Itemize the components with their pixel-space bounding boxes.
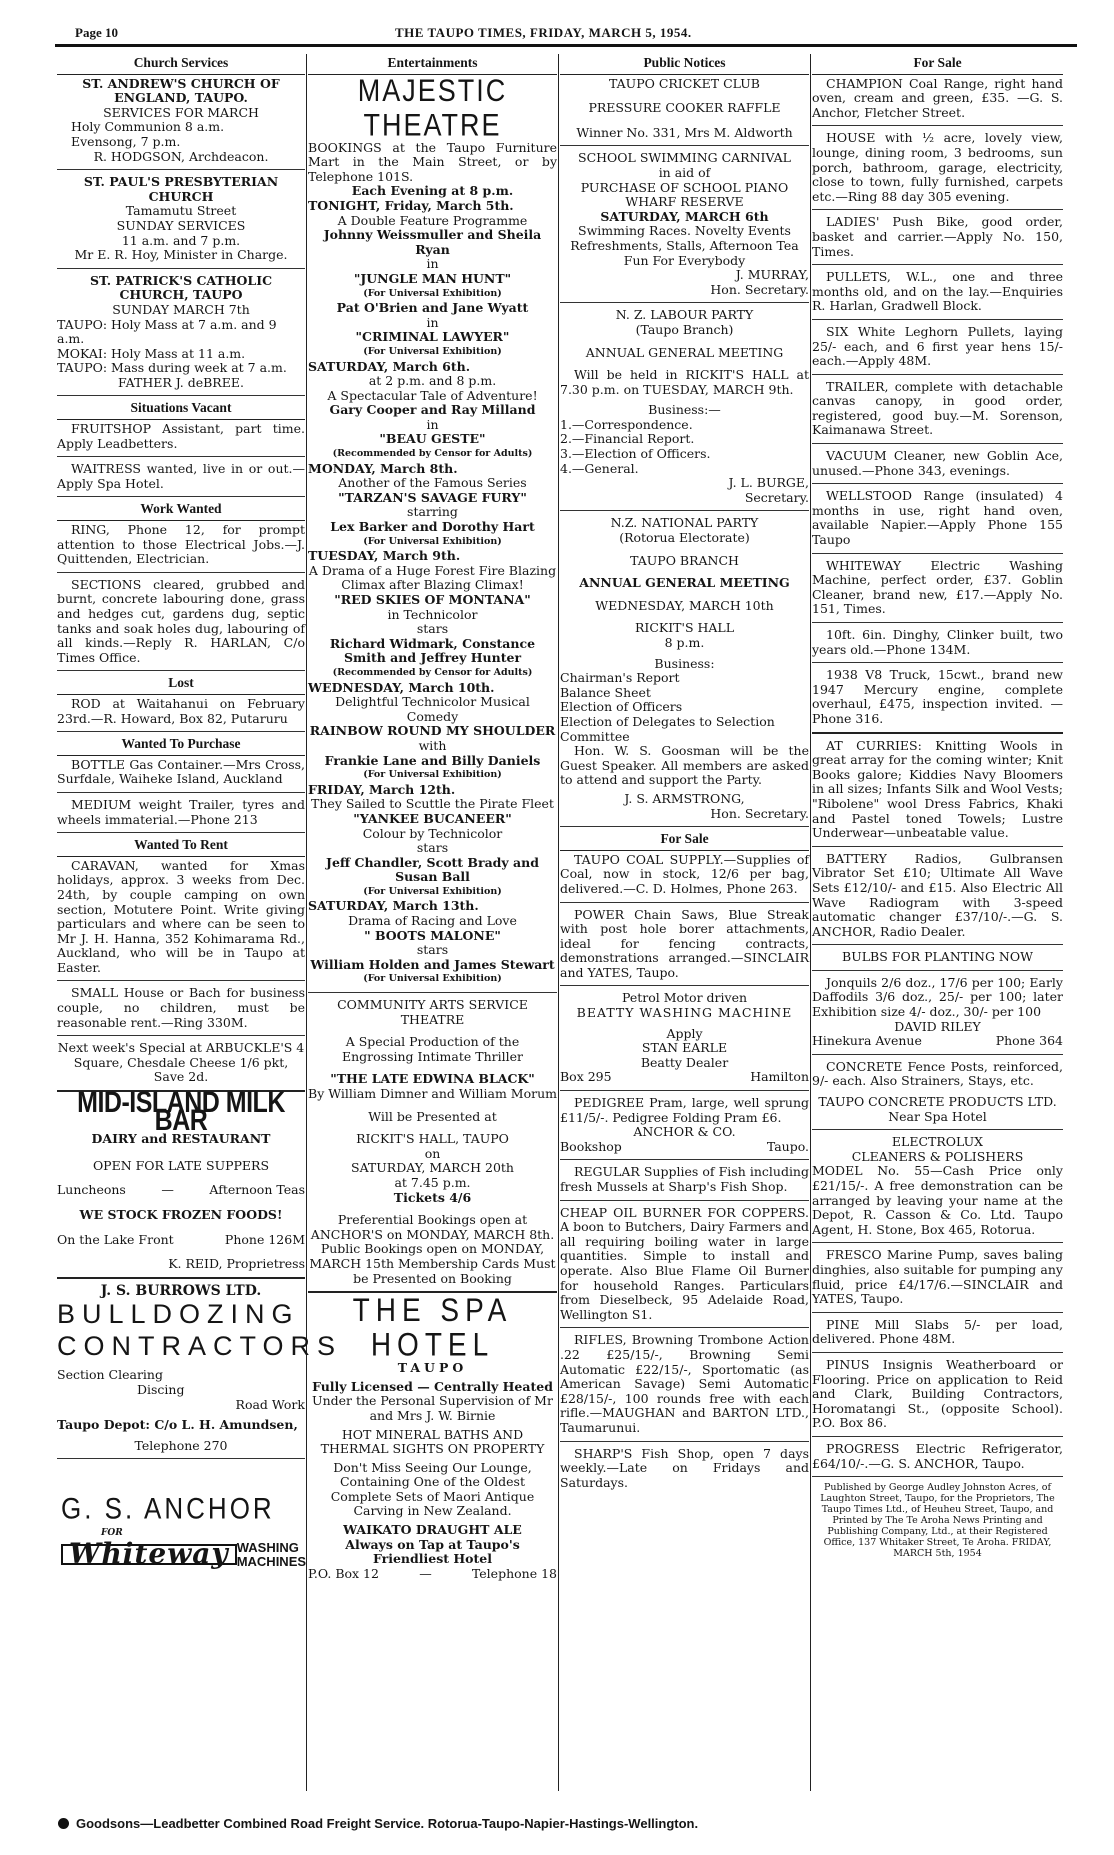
church-line: SUNDAY MARCH 7th [112, 301, 250, 317]
ent-line: A Double Feature Programme [337, 212, 528, 228]
church-line: Holy Communion 8 a.m. [71, 119, 225, 135]
page-number: Page 10 [75, 25, 118, 40]
notice-line: Will be held in RICKIT'S HALL at 7.30 p.m. on TUESDAY, MARCH 9th. [560, 367, 809, 397]
ent-line: BOOKINGS at the Taupo Furniture Mart in the Main Street, or by Telephone 101S. [308, 139, 557, 184]
community-line: By William Dimner and William Morum [308, 1086, 557, 1101]
rule [812, 209, 1063, 210]
rule [57, 792, 305, 793]
spa-text: Telephone 18 [471, 1565, 557, 1581]
footer-text: Goodsons—Leadbetter Combined Road Freight Service. Rotorua-Taupo-Napier-Hastings-Wellington. [76, 1816, 699, 1831]
notice-line: Hon. Secretary. [710, 281, 809, 297]
community-line: Preferential Bookings open at ANCHOR'S on MONDAY, MARCH 8th. Public Bookings open on MONDAY, MARCH 15th Membership Cards Must be Presented on Booking [309, 1212, 556, 1286]
ent-line: in [426, 314, 439, 330]
rule [560, 902, 809, 903]
ent-stars: William Holden and James Stewart [310, 956, 555, 972]
rule [560, 850, 809, 851]
classified-ad: POWER Chain Saws, Blue Streak with post hole borer attachments, ideal for fencing contracts, demonstrations arranged.—SINCLAIR and YATES, Taupo. [560, 906, 809, 980]
rule [560, 1090, 809, 1091]
ent-film: "TARZAN'S SAVAGE FURY" [338, 489, 527, 505]
ent-stars: Lex Barker and Dorothy Hart [330, 519, 535, 535]
notice-line: SATURDAY, MARCH 6th [600, 208, 769, 224]
classified-ad: TAUPO CONCRETE PRODUCTS LTD. [818, 1094, 1057, 1110]
rule [57, 731, 305, 732]
rule [57, 572, 305, 573]
notice-item: 3.—Election of Officers. [560, 446, 711, 462]
classified-ad: CONCRETE Fence Posts, reinforced, 9/- each. Also Strainers, Stays, etc. [812, 1058, 1063, 1089]
milk-bar-text: On the Lake Front [57, 1231, 174, 1247]
rule [812, 1129, 1063, 1130]
milk-bar-line: K. REID, Proprietress [168, 1256, 305, 1272]
milk-bar-title: MID-ISLAND MILK BAR [77, 1085, 285, 1137]
rule [57, 670, 305, 671]
section-header-for-sale: For Sale [913, 55, 962, 70]
notice-line: Hon. W. S. Goosman will be the Guest Speaker. All members are asked to attend and support the Party. [560, 743, 809, 788]
spa-line: Fully Licensed — Centrally Heated [312, 1378, 553, 1394]
community-line: A Special Production of the Engrossing Intimate Thriller [342, 1034, 523, 1064]
ent-line: Delightful Technicolor Musical Comedy [335, 694, 530, 724]
church-line: SERVICES FOR MARCH [103, 104, 259, 120]
milk-bar-row [57, 1233, 305, 1248]
church-line: R. HODGSON, Archdeacon. [93, 148, 269, 164]
section-header-wanted-purchase: Wanted To Purchase [121, 736, 241, 752]
whiteway-row [61, 1537, 307, 1571]
community-line: Will be Presented at [368, 1108, 497, 1124]
rule [57, 395, 305, 396]
notice-line: WHARF RESERVE [625, 194, 744, 210]
burrows-line: Discing [137, 1381, 185, 1397]
section-header-notices: Public Notices [643, 55, 726, 70]
notice-line: Fun For Everybody [623, 252, 746, 268]
church-line: Evensong, 7 p.m. [71, 133, 181, 149]
ent-line: at 2 p.m. and 8 p.m. [368, 373, 497, 389]
notice-item: 4.—General. [560, 460, 639, 476]
classified-ad: BATTERY Radios, Gulbransen Vibrator Set £10; Ultimate All Wave Sets £12/10/- and £15. Also Electric All Wave Radiogram with 3-speed automatic changer £37/10/-.—G. S. ANCHOR, Radio Dealer. [812, 850, 1063, 939]
milk-bar-row [57, 1183, 305, 1198]
beatty-line: STAN EARLE [641, 1040, 728, 1056]
spa-line: Don't Miss Seeing Our Lounge, Containing One of the Oldest Complete Sets of Maori Antique Carving in New Zealand. [330, 1459, 535, 1519]
newspaper-title: THE TAUPO TIMES, FRIDAY, MARCH 5, 1954. [395, 25, 692, 40]
anchor-name: G. S. ANCHOR [61, 1490, 275, 1526]
ent-film: "JUNGLE MAN HUNT" [353, 270, 512, 286]
church-title: ST. PAUL'S PRESBYTERIAN CHURCH [83, 174, 279, 204]
spa-line: WAIKATO DRAUGHT ALE [343, 1522, 522, 1538]
notice-line: RICKIT'S HALL [634, 620, 735, 636]
electrolux-title: ELECTROLUX [891, 1134, 984, 1150]
ent-cert: (For Universal Exhibition) [363, 535, 502, 547]
whiteway-caption-1: WASHING [236, 1539, 299, 1555]
notice-line: Swimming Races. Novelty Events Refreshments, Stalls, Afternoon Tea [570, 223, 799, 253]
ent-line: Another of the Famous Series [338, 475, 527, 491]
ent-cert: (For Universal Exhibition) [363, 973, 502, 985]
notice-line: J. L. BURGE, [728, 475, 809, 491]
classified-ad: PULLETS, W.L., one and three months old, and on the lay.—Enquiries R. Harlan, Gradwell Block. [812, 269, 1063, 314]
notice-title: N. Z. LABOUR PARTY [615, 307, 754, 323]
ent-line: stars [416, 840, 449, 856]
ent-line: Each Evening at 8 p.m. [351, 183, 514, 199]
column-4 [810, 54, 1065, 1789]
beatty-line: Apply [666, 1025, 703, 1041]
burrows-title: J. S. BURROWS LTD. [100, 1282, 262, 1299]
ent-film: " BOOTS MALONE" [364, 927, 501, 943]
rule [57, 169, 305, 170]
classified-ad: TAUPO COAL SUPPLY.—Supplies of Coal, now in stock, 12/6 per bag, delivered.—C. D. Holmes, Phone 263. [560, 851, 809, 896]
rule [812, 944, 1063, 945]
church-line: MOKAI: Holy Mass at 11 a.m. [57, 345, 246, 361]
classified-ad: SIX White Leghorn Pullets, laying 25/- each, and 6 first year hens 15/- each.—Apply 48M. [812, 323, 1063, 369]
ent-stars: Jeff Chandler, Scott Brady and Susan Ball [326, 854, 539, 885]
ent-cert: (For Universal Exhibition) [363, 345, 502, 357]
rule [57, 832, 305, 833]
classified-ad: TRAILER, complete with detachable canvas canopy, in good order, registered, good buy.—M. Sorenson, Kaimanawa Street. [812, 378, 1063, 438]
classified-ad: BOTTLE Gas Container.—Mrs Cross, Surfdale, Waiheke Island, Auckland [57, 756, 305, 787]
notice-line: J. MURRAY, [735, 267, 809, 283]
rule [812, 483, 1063, 484]
section-header-wanted-rent: Wanted To Rent [134, 837, 228, 853]
notice-item: Election of Officers [560, 699, 683, 715]
ent-date: MONDAY, March 8th. [308, 460, 458, 476]
rule [812, 264, 1063, 265]
section-header-situations: Situations Vacant [130, 400, 232, 416]
rule [57, 694, 305, 695]
community-line: Tickets 4/6 [393, 1189, 472, 1205]
classified-ad: WHITEWAY Electric Washing Machine, perfect order, £37. Goblin Cleaner, brand new, £17.—Apply No. 151, Times. [812, 557, 1063, 617]
ent-date: FRIDAY, March 12th. [308, 781, 456, 797]
notice-item: Balance Sheet [560, 684, 651, 700]
classified-ad: WAITRESS wanted, live in or out.—Apply Spa Hotel. [57, 461, 305, 491]
community-line: on [424, 1145, 441, 1161]
notice-item: 1.—Correspondence. [560, 416, 693, 432]
rule [560, 1159, 809, 1160]
church-title: ST. PATRICK'S CATHOLIC CHURCH, TAUPO [89, 272, 273, 303]
whiteway-caption-2: MACHINES [236, 1553, 307, 1569]
rule [812, 1242, 1063, 1243]
rule [812, 1476, 1063, 1477]
ent-stars: Pat O'Brien and Jane Wyatt [336, 300, 529, 316]
ent-film: "BEAU GESTE" [379, 431, 486, 447]
rule [812, 1352, 1063, 1353]
ent-line: A Spectacular Tale of Adventure! [327, 387, 538, 403]
milk-bar-text: — [161, 1182, 174, 1198]
whiteway-brand: Whiteway [61, 1544, 237, 1565]
arbuckle-ad: Next week's Special at ARBUCKLE'S 4 Square, Chesdale Cheese 1/6 pkt, Save 2d. [57, 1040, 305, 1085]
milk-bar-text: Phone 126M [224, 1231, 305, 1247]
rule [57, 268, 305, 269]
community-line: SATURDAY, MARCH 20th [351, 1160, 514, 1176]
rule [812, 732, 1063, 734]
classified-ad: Near Spa Hotel [888, 1108, 987, 1124]
ent-date: TUESDAY, March 9th. [308, 548, 461, 564]
church-line: FATHER J. deBREE. [118, 374, 244, 390]
majestic-title: MAJESTIC THEATRE [357, 73, 508, 143]
ent-line: with [418, 737, 447, 753]
church-line: TAUPO: Mass during week at 7 a.m. [57, 360, 287, 376]
rule [812, 846, 1063, 847]
rule [812, 662, 1063, 663]
classified-ad: PROGRESS Electric Refrigerator, £64/10/-.—G. S. ANCHOR, Taupo. [812, 1440, 1063, 1471]
rule [560, 145, 809, 146]
rule [57, 496, 305, 497]
rule [308, 992, 557, 993]
beatty-line: Petrol Motor driven [621, 990, 748, 1006]
burrows-line: Telephone 270 [134, 1437, 228, 1453]
ent-line: starring [407, 504, 458, 520]
notice-line: PURCHASE OF SCHOOL PIANO [580, 179, 789, 195]
ent-cert: (For Universal Exhibition) [363, 885, 502, 897]
beatty-line: Beatty Dealer [640, 1054, 729, 1070]
rule [812, 443, 1063, 444]
classified-ad: WELLSTOOD Range (insulated) 4 months in use, right hand oven, available Napier.—Apply Phone 155 Taupo [812, 488, 1063, 548]
rule [812, 1436, 1063, 1437]
notice-title: TAUPO CRICKET CLUB [608, 75, 760, 91]
publisher-imprint: Published by George Audley Johnston Acres, of Laughton Street, Taupo, for the Proprietors, The Taupo Times Ltd., of Heuheu Street, Taupo, and Printed by The Te Aroha News Printing and Publishing Company, Ltd., at their Registered Office, 137 Whitaker Street, Te Aroha. FRIDAY, MARCH 5th, 1954 [820, 1482, 1055, 1560]
bulbs-row [812, 1034, 1063, 1049]
rule [560, 302, 809, 303]
rule [812, 1312, 1063, 1313]
notice-line: (Rotorua Electorate) [619, 530, 750, 546]
notice-line: in aid of [658, 164, 711, 180]
notice-line: TAUPO BRANCH [630, 552, 739, 568]
rule [57, 520, 305, 521]
church-line: SUNDAY SERVICES [116, 217, 246, 233]
spa-text: P.O. Box 12 [308, 1565, 379, 1581]
burrows-line: Road Work [235, 1396, 305, 1412]
classified-ad: VACUUM Cleaner, new Goblin Ace, unused.—Phone 343, evenings. [812, 448, 1063, 478]
spa-contact-row [308, 1567, 557, 1582]
classified-ad: SECTIONS cleared, grubbed and burnt, concrete labouring done, grass and hedges cut, gardens dug, septic tanks and soak holes dug, labouring of all kinds.—Reply R. HARLAN, C/o Times Office. [57, 576, 305, 665]
church-line: Tamamutu Street [125, 203, 237, 219]
ent-cert: (For Universal Exhibition) [363, 287, 502, 299]
classified-ad: LADIES' Push Bike, good order, basket and carrier.—Apply No. 150, Times. [812, 214, 1063, 259]
notice-line: Business:— [648, 402, 721, 418]
ent-stars: Gary Cooper and Ray Milland [329, 402, 536, 418]
bulbs-text: Jonquils 2/6 doz., 17/6 per 100; Early Daffodils 3/6 doz., 25/- per 100; later Exhibition size 4/- doz., 30/- per 100 [812, 974, 1063, 1020]
notice-line: Hon. Secretary. [710, 805, 809, 821]
section-header-lost: Lost [168, 675, 194, 691]
ent-line: Drama of Racing and Love [348, 913, 517, 929]
rule [560, 74, 809, 75]
classified-ad: FRUITSHOP Assistant, part time. Apply Leadbetters. [57, 421, 305, 451]
ent-date: WEDNESDAY, March 10th. [308, 679, 495, 695]
classified-ad: ROD at Waitahanui on February 23rd.—R. Howard, Box 82, Putaruru [57, 695, 305, 726]
church-title: ST. ANDREW'S CHURCH OF ENGLAND, TAUPO. [82, 75, 280, 106]
masthead [75, 25, 1075, 39]
pram-text: Bookshop [560, 1138, 622, 1154]
classified-ad: SHARP'S Fish Shop, open 7 days weekly.—Late on Fridays and Saturdays. [560, 1445, 809, 1490]
classified-ad: CHAMPION Coal Range, right hand oven, cream and green, £35. —G. S. Anchor, Fletcher Street. [812, 75, 1063, 120]
ent-date: TONIGHT, Friday, March 5th. [308, 197, 514, 213]
spa-line: HOT MINERAL BATHS AND THERMAL SIGHTS ON PROPERTY [320, 1426, 545, 1457]
ent-cert: (Recommended by Censor for Adults) [332, 666, 533, 678]
rule [812, 622, 1063, 623]
classified-ad: MEDIUM weight Trailer, tyres and wheels immaterial.—Phone 213 [57, 796, 305, 827]
ent-stars: Richard Widmark, Constance Smith and Jeffrey Hunter [329, 635, 536, 666]
milk-bar-sub: DAIRY and RESTAURANT [91, 1131, 271, 1147]
ent-line: stars [416, 621, 449, 637]
church-line: 11 a.m. and 7 p.m. [121, 232, 241, 248]
classified-ad: 10ft. 6in. Dinghy, Clinker built, two years old.—Phone 134M. [812, 627, 1063, 657]
notice-line: Winner No. 331, Mrs M. Aldworth [576, 124, 793, 140]
rule [57, 1035, 305, 1036]
notice-line: J. S. ARMSTRONG, [624, 790, 745, 806]
notice-title: N.Z. NATIONAL PARTY [610, 515, 759, 531]
beatty-text: Box 295 [560, 1069, 612, 1085]
rule [812, 125, 1063, 126]
anchor-logo-text [61, 1490, 306, 1569]
classified-ad: 1938 V8 Truck, 15cwt., brand new 1947 Mercury engine, complete overhaul, £475, inspection invited. —Phone 316. [812, 667, 1063, 726]
rule [57, 456, 305, 457]
burrows-line: Section Clearing [57, 1367, 163, 1383]
rule [812, 1054, 1063, 1055]
rule [812, 970, 1063, 971]
ent-line: in [426, 416, 439, 432]
notice-line: (Taupo Branch) [635, 321, 734, 337]
anchor-whiteway-ad [57, 1464, 305, 1594]
beatty-line: BEATTY WASHING MACHINE [576, 1005, 793, 1021]
beatty-text: Hamilton [750, 1069, 809, 1085]
rule [57, 1277, 305, 1279]
rule [57, 74, 305, 75]
ent-line: in Technicolor [387, 606, 478, 622]
church-line: Mr E. R. Hoy, Minister in Charge. [74, 247, 288, 263]
ent-stars: Johnny Weissmuller and Sheila Ryan [323, 227, 542, 257]
rule [812, 553, 1063, 554]
section-header-for-sale: For Sale [660, 831, 709, 847]
classified-ad: REGULAR Supplies of Fish including fresh Mussels at Sharp's Fish Shop. [560, 1164, 809, 1194]
notice-line: ANNUAL GENERAL MEETING [585, 344, 784, 360]
spa-line: Always on Tap at Taupo's Friendliest Hotel [345, 1536, 520, 1567]
ent-film: RAINBOW ROUND MY SHOULDER [309, 723, 556, 739]
rule [560, 1441, 809, 1442]
rule [57, 856, 305, 857]
rule [560, 1200, 809, 1201]
notice-line: WEDNESDAY, MARCH 10th [595, 597, 774, 613]
ent-line: They Sailed to Scuttle the Pirate Fleet [311, 796, 554, 812]
electrolux-title: CLEANERS & POLISHERS [851, 1148, 1024, 1164]
bulbs-name: DAVID RILEY [894, 1018, 981, 1034]
ent-line: stars [416, 942, 449, 958]
classified-ad: PINE Mill Slabs 5/- per load, delivered. Phone 48M. [812, 1316, 1063, 1347]
notice-line: ANNUAL GENERAL MEETING [579, 575, 790, 591]
classified-ad: PINUS Insignis Weatherboard or Flooring. Price on application to Reid and Clark, Building Contractors, Horomatangi St., (opposite School). P.O. Box 86. [812, 1356, 1063, 1431]
rule [812, 319, 1063, 320]
notice-title: SCHOOL SWIMMING CARNIVAL [578, 150, 791, 166]
spa-text: — [419, 1565, 432, 1581]
milk-bar-text: Afternoon Teas [209, 1182, 305, 1198]
whiteway-caption [237, 1541, 306, 1569]
column-3 [558, 54, 811, 1789]
section-header-entertainments: Entertainments [387, 55, 478, 70]
ent-film: "CRIMINAL LAWYER" [355, 329, 510, 345]
milk-bar-line: OPEN FOR LATE SUPPERS [92, 1157, 270, 1173]
column-2 [306, 54, 559, 1789]
ent-film: "YANKEE BUCANEER" [353, 810, 512, 826]
section-header-work-wanted: Work Wanted [140, 501, 222, 517]
classified-ad: HOUSE with ½ acre, lovely view, lounge, dining room, 3 bedrooms, sun porch, bathroom, garage, electricity, close to town, fully furnished, carpets etc.—Ring 88 day 305 evening. [812, 130, 1063, 204]
community-line: RICKIT'S HALL, TAUPO [356, 1131, 509, 1147]
classified-ad: RIFLES, Browning Trombone Action .22 £25/15/-, Browning Semi Automatic £22/15/-, Sportomatic (as American Savage) Semi Automatic £28/15/-, 100 rounds free with each rifle.—MAUGHAN and BARTON LTD., Taumarunui. [560, 1332, 809, 1435]
pram-text: Taupo. [766, 1138, 809, 1154]
classified-ad: MODEL No. 55—Cash Price only £21/15/-. A free demonstration can be arranged by leaving your name at the Depot, R. Casson & Co. Ltd. Taupo Agent, H. Stone, Box 465, Rotorua. [812, 1163, 1063, 1237]
column-1 [55, 54, 343, 1789]
footer [58, 1816, 698, 1831]
community-title: COMMUNITY ARTS SERVICE THEATRE [337, 997, 528, 1027]
ent-line: A Drama of a Huge Forest Fire Blazing Climax after Blazing Climax! [308, 562, 557, 593]
rule [57, 1458, 305, 1459]
bulbs-title: BULBS FOR PLANTING NOW [842, 949, 1033, 965]
community-line: at 7.45 p.m. [394, 1174, 471, 1190]
milk-bar-line: WE STOCK FROZEN FOODS! [79, 1207, 283, 1222]
bulbs-phone: Phone 364 [995, 1033, 1063, 1049]
church-line: TAUPO: Holy Mass at 7 a.m. and 9 a.m. [57, 316, 277, 347]
anchor-for: FOR [101, 1528, 123, 1539]
classified-ad: SMALL House or Bach for business couple, no children, must be reasonable rent.—Ring 330M. [57, 985, 305, 1030]
pram-row [560, 1140, 809, 1155]
top-rule [55, 44, 1077, 47]
milk-bar-text: Luncheons [57, 1182, 126, 1198]
classified-ad: ANCHOR & CO. [633, 1124, 736, 1140]
burrows-word: BULLDOZING [57, 1299, 300, 1330]
burrows-word: CONTRACTORS [57, 1331, 343, 1362]
classified-ad: CHEAP OIL BURNER FOR COPPERS. A boon to Butchers, Dairy Farmers and all requiring boiling water in large quantities. Simple to install and operate. Also Blue Flame Oil Burner for household Ranges. Particulars from Dieselbeck, 95 Adelaide Road, Wellington S1. [560, 1204, 809, 1322]
rule [57, 980, 305, 981]
bullet-icon [58, 1818, 69, 1829]
ent-date: SATURDAY, March 6th. [308, 358, 471, 374]
rule [812, 374, 1063, 375]
ent-stars: Frankie Lane and Billy Daniels [324, 752, 541, 768]
classified-ad: FRESCO Marine Pump, saves baling dinghies, also suitable for pumping any fluid, price £4/17/6.—SINCLAIR and YATES, Taupo. [812, 1247, 1063, 1307]
spa-line: Under the Personal Supervision of Mr and Mrs J. W. Birnie [312, 1393, 553, 1423]
classified-ad: RING, Phone 12, for prompt attention to those Electrical Jobs.—J. Quittenden, Electrician. [57, 522, 305, 567]
ent-cert: (For Universal Exhibition) [363, 769, 502, 781]
ent-date: SATURDAY, March 13th. [308, 898, 479, 914]
classified-ad: PEDIGREE Pram, large, well sprung £11/5/-. Pedigree Folding Pram £6. [560, 1095, 809, 1125]
beatty-row [560, 1070, 809, 1085]
community-film: "THE LATE EDWINA BLACK" [330, 1071, 535, 1087]
notice-line: Business: [654, 655, 715, 671]
spa-sub: TAUPO [397, 1360, 468, 1376]
ent-line: Colour by Technicolor [362, 825, 503, 841]
rule [57, 419, 305, 420]
spa-title: THE SPA HOTEL [352, 1292, 513, 1363]
rule [560, 985, 809, 986]
bulbs-address: Hinekura Avenue [812, 1033, 922, 1049]
ent-cert: (Recommended by Censor for Adults) [332, 448, 533, 460]
classified-ad: CARAVAN, wanted for Xmas holidays, approx. 3 weeks from Dec. 24th, by couple camping on own section, Motutere Point. Write giving particulars and where can be seen to Mr J. H. Hanna, 352 Kohimarama Rd., Auckland, who will be in Taupo at Easter. [57, 857, 305, 975]
notice-line: PRESSURE COOKER RAFFLE [588, 100, 781, 116]
ent-line: in [426, 256, 439, 272]
ent-film: "RED SKIES OF MONTANA" [334, 592, 531, 607]
rule [812, 74, 1063, 75]
notice-item: 2.—Financial Report. [560, 431, 695, 447]
classified-ad: AT CURRIES: Knitting Wools in great array for the coming winter; Knit Books galore; Kiddies Navy Bloomers in all sizes; Infants Silk and Wool Vests; "Ribolene" wool Dress Fabrics, Khaki and Pastel toned Towels; Lustre Underwear—unbeatable value. [812, 737, 1063, 841]
rule [560, 510, 809, 511]
rule [57, 755, 305, 756]
rule [560, 1327, 809, 1328]
section-header-church: Church Services [133, 55, 229, 70]
burrows-line: Taupo Depot: C/o L. H. Amundsen, [57, 1417, 298, 1433]
notice-item: Election of Delegates to Selection Committee [560, 713, 775, 744]
rule [560, 826, 809, 827]
notice-line: Secretary. [744, 489, 809, 505]
notice-item: Chairman's Report [560, 670, 680, 686]
notice-line: 8 p.m. [664, 635, 705, 650]
